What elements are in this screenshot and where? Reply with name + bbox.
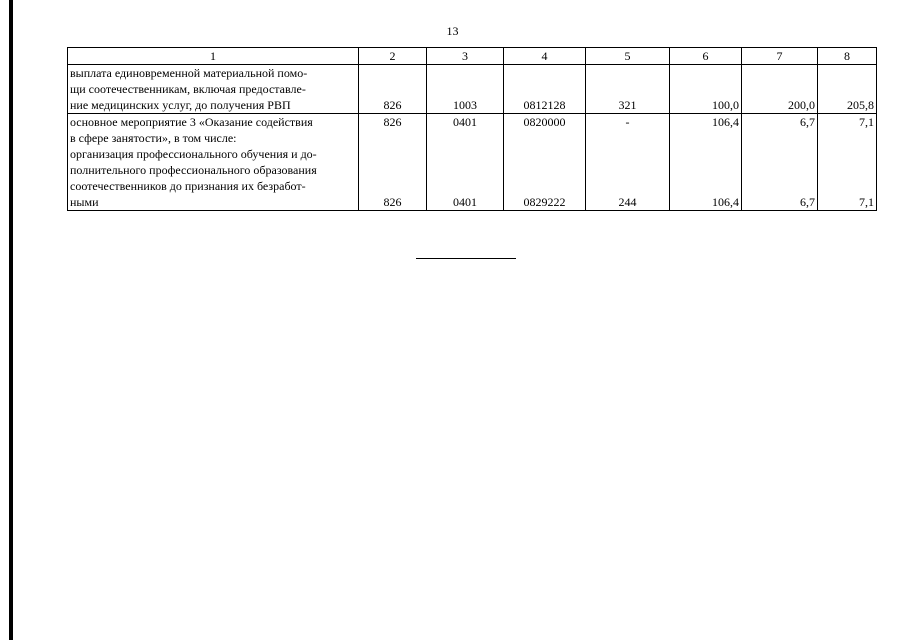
page-number: 13 (446, 24, 459, 38)
budget-table (67, 47, 877, 211)
cell-target-code (504, 114, 586, 211)
cell-value-bottom: 0401 (453, 195, 477, 209)
header-cell: 2 (359, 48, 427, 65)
scan-edge-bar (9, 0, 13, 640)
description-line: ние медицинских услуг, до получения РВП (70, 98, 291, 112)
header-cell: 1 (68, 48, 359, 65)
row-description (68, 65, 359, 114)
cell-value-top: 0401 (453, 115, 477, 129)
header-cell: 5 (586, 48, 670, 65)
cell-section-code: 1003 (427, 65, 504, 114)
cell-target-code: 0812128 (504, 65, 586, 114)
description-line: в сфере занятости», в том числе: (70, 131, 237, 145)
cell-amount-col8 (818, 114, 877, 211)
cell-value-bottom: 826 (383, 195, 402, 209)
description-line: полнительного профессионального образования (70, 163, 317, 177)
header-cell: 3 (427, 48, 504, 65)
cell-value-bottom: 106,4 (712, 195, 739, 209)
cell-amount-col6: 100,0 (670, 65, 742, 114)
header-cell: 6 (670, 48, 742, 65)
cell-value-top: 6,7 (800, 115, 815, 129)
row-description (68, 114, 359, 211)
cell-value-bottom: 244 (618, 195, 637, 209)
cell-amount-col8: 205,8 (818, 65, 877, 114)
cell-department-code (359, 114, 427, 211)
description-line: основное мероприятие 3 «Оказание содействия (70, 115, 313, 129)
cell-value-top: 0820000 (523, 115, 566, 129)
cell-value-top: 7,1 (859, 115, 874, 129)
cell-value-top: - (625, 115, 630, 129)
header-cell: 4 (504, 48, 586, 65)
header-cell: 7 (742, 48, 818, 65)
cell-value-top: 106,4 (712, 115, 739, 129)
cell-value-top: 826 (383, 115, 402, 129)
cell-amount-col7 (742, 114, 818, 211)
cell-department-code: 826 (359, 65, 427, 114)
description-line: организация профессионального обучения и до- (70, 147, 317, 161)
cell-expense-type: 321 (586, 65, 670, 114)
description-line: выплата единовременной материальной помо- (70, 66, 308, 80)
description-line: щи соотечественникам, включая предоставле- (70, 82, 306, 96)
description-line: ными (70, 195, 99, 209)
cell-amount-col7: 200,0 (742, 65, 818, 114)
cell-value-bottom: 6,7 (800, 195, 815, 209)
table-header-row (68, 48, 877, 65)
table-row (68, 114, 877, 211)
cell-value-bottom: 0829222 (523, 195, 566, 209)
cell-amount-col6 (670, 114, 742, 211)
table-row (68, 65, 877, 114)
cell-expense-type (586, 114, 670, 211)
header-cell: 8 (818, 48, 877, 65)
end-of-document-rule (416, 258, 516, 259)
description-line: соотечественников до признания их безработ- (70, 179, 306, 193)
cell-section-code (427, 114, 504, 211)
cell-value-bottom: 7,1 (859, 195, 874, 209)
